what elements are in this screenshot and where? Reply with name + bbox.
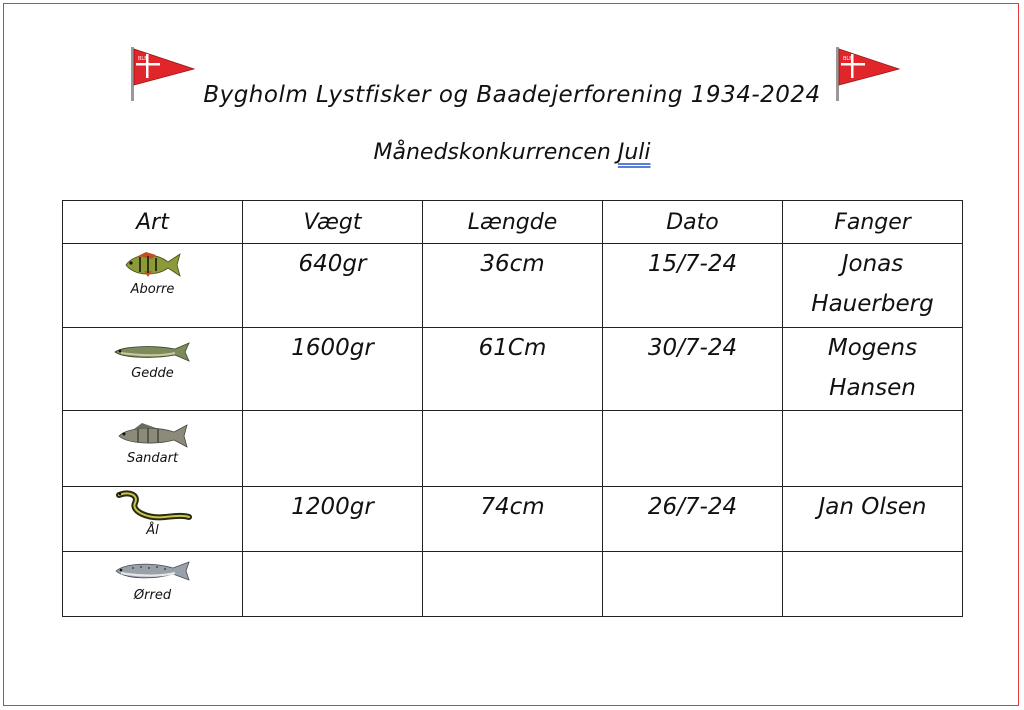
species-cell: [63, 487, 243, 552]
species-cell: [63, 411, 243, 487]
pennant-lettering: BLB: [138, 56, 148, 62]
table-row: [63, 244, 963, 328]
date-cell: [603, 411, 783, 487]
trout-icon: [113, 560, 193, 582]
species-label: Sandart: [126, 451, 179, 466]
page-title: Bygholm Lystfisker og Baadejerforening 1934-2024: [203, 82, 821, 108]
species-label: Ål: [146, 523, 159, 538]
month-label: Juli: [617, 140, 651, 165]
date-cell: [603, 552, 783, 617]
angler-cell: Jan Olsen: [783, 487, 963, 552]
table-row: [63, 487, 963, 552]
date-cell: 30/7-24: [603, 328, 783, 411]
pike-icon: [113, 340, 193, 364]
subtitle-label: Månedskonkurrencen: [373, 140, 611, 165]
table-row: [63, 411, 963, 487]
column-header-angler: Fanger: [783, 201, 963, 244]
length-cell: 74cm: [423, 487, 603, 552]
weight-cell: 1600gr: [243, 328, 423, 411]
length-cell: 61Cm: [423, 328, 603, 411]
date-cell: 15/7-24: [603, 244, 783, 328]
length-cell: [423, 552, 603, 617]
zander-icon: [116, 421, 190, 449]
table-row: [63, 552, 963, 617]
column-header-date: Dato: [603, 201, 783, 244]
date-cell: 26/7-24: [603, 487, 783, 552]
eel-icon: [113, 489, 193, 525]
species-label: Ørred: [133, 588, 172, 603]
weight-cell: [243, 411, 423, 487]
weight-cell: 640gr: [243, 244, 423, 328]
species-label: Aborre: [130, 282, 175, 297]
species-cell: [63, 552, 243, 617]
weight-cell: [243, 552, 423, 617]
length-cell: 36cm: [423, 244, 603, 328]
pennant-lettering: BLB: [843, 56, 853, 62]
species-cell: [63, 328, 243, 411]
species-label: Gedde: [131, 366, 174, 381]
angler-cell: [783, 552, 963, 617]
subtitle: [0, 140, 1024, 165]
column-header-weight: Vægt: [243, 201, 423, 244]
column-header-length: Længde: [423, 201, 603, 244]
perch-icon: [122, 250, 184, 280]
results-table: [62, 200, 963, 617]
angler-cell: Mogens Hansen: [783, 328, 963, 411]
table-header-row: [63, 201, 963, 244]
weight-cell: 1200gr: [243, 487, 423, 552]
species-cell: [63, 244, 243, 328]
column-header-art: Art: [63, 201, 243, 244]
angler-cell: Jonas Hauerberg: [783, 244, 963, 328]
table-row: [63, 328, 963, 411]
angler-cell: [783, 411, 963, 487]
length-cell: [423, 411, 603, 487]
